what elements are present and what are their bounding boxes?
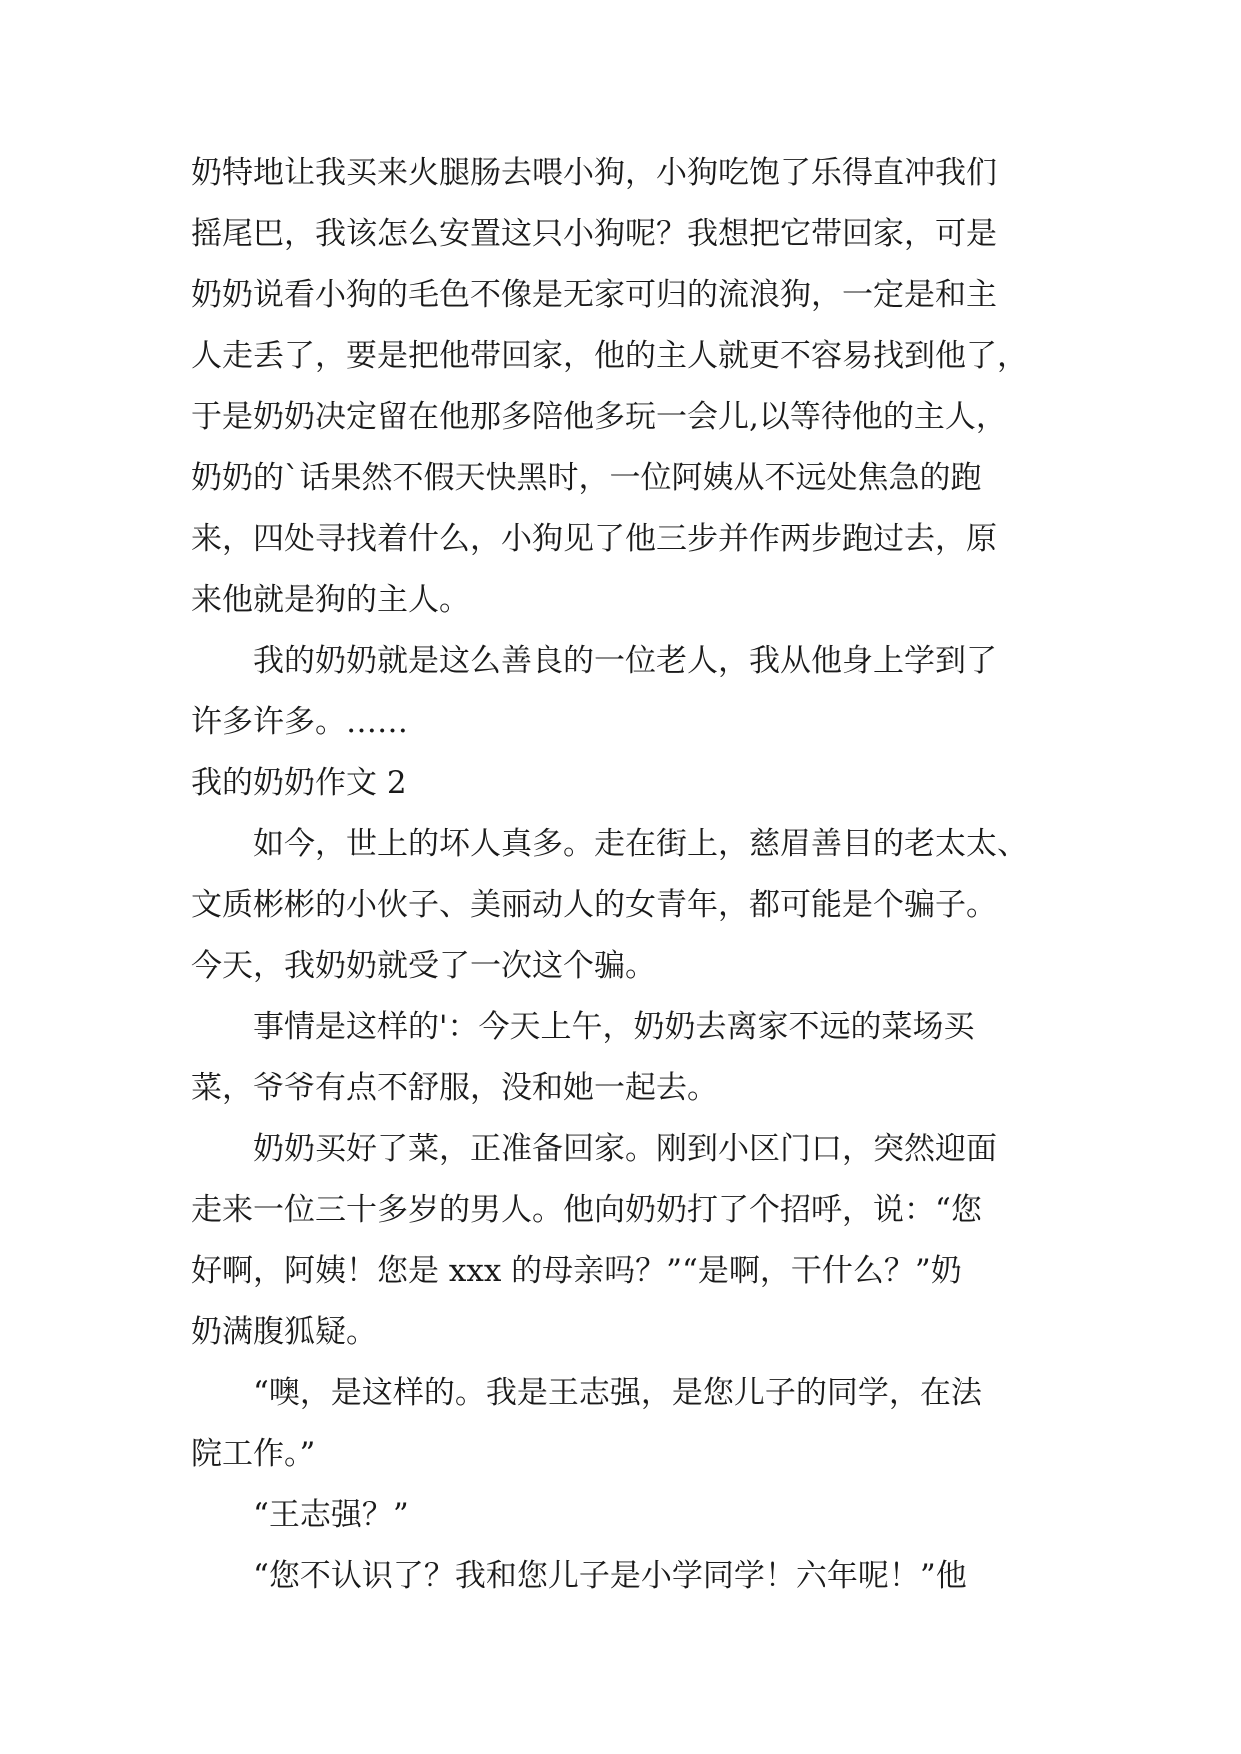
- text-line: 奶奶买好了菜，正准备回家。刚到小区门口，突然迎面: [253, 1131, 997, 1167]
- text-line: 文质彬彬的小伙子、美丽动人的女青年，都可能是个骗子。: [191, 887, 997, 923]
- text-line: 奶奶说看小狗的毛色不像是无家可归的流浪狗，一定是和主: [191, 277, 997, 313]
- text-line: 如今，世上的坏人真多。走在街上，慈眉善目的老太太、: [253, 826, 1028, 862]
- text-line: 院工作。”: [191, 1436, 316, 1472]
- text-line: 摇尾巴，我该怎么安置这只小狗呢？我想把它带回家，可是: [191, 216, 997, 252]
- section-heading: 我的奶奶作文 2: [191, 765, 407, 801]
- text-line: “王志强？”: [253, 1497, 409, 1533]
- text-line: “噢，是这样的。我是王志强，是您儿子的同学，在法: [253, 1375, 982, 1411]
- text-line: 菜，爷爷有点不舒服，没和她一起去。: [191, 1070, 718, 1106]
- text-line: 今天，我奶奶就受了一次这个骗。: [191, 948, 656, 984]
- text-line: 事情是这样的'：今天上午，奶奶去离家不远的菜场买: [253, 1009, 975, 1045]
- text-line: 走来一位三十多岁的男人。他向奶奶打了个招呼，说：“您: [191, 1192, 982, 1228]
- text-line: 我的奶奶就是这么善良的一位老人，我从他身上学到了: [253, 643, 997, 679]
- text-line: 来，四处寻找着什么，小狗见了他三步并作两步跑过去，原: [191, 521, 997, 557]
- text-line: “您不认识了？我和您儿子是小学同学！六年呢！”他: [253, 1558, 967, 1594]
- text-line: 奶奶的`话果然不假天快黑时，一位阿姨从不远处焦急的跑: [191, 460, 982, 496]
- text-line: 奶满腹狐疑。: [191, 1314, 377, 1350]
- text-line: 奶特地让我买来火腿肠去喂小狗，小狗吃饱了乐得直冲我们: [191, 155, 997, 191]
- text-line: 来他就是狗的主人。: [191, 582, 470, 618]
- text-line: 好啊，阿姨！您是 xxx 的母亲吗？”“是啊，干什么？”奶: [191, 1253, 962, 1289]
- text-line: 许多许多。……: [191, 704, 408, 740]
- text-line: 人走丢了，要是把他带回家，他的主人就更不容易找到他了，: [191, 338, 1028, 374]
- text-line: 于是奶奶决定留在他那多陪他多玩一会儿,以等待他的主人，: [191, 399, 1007, 435]
